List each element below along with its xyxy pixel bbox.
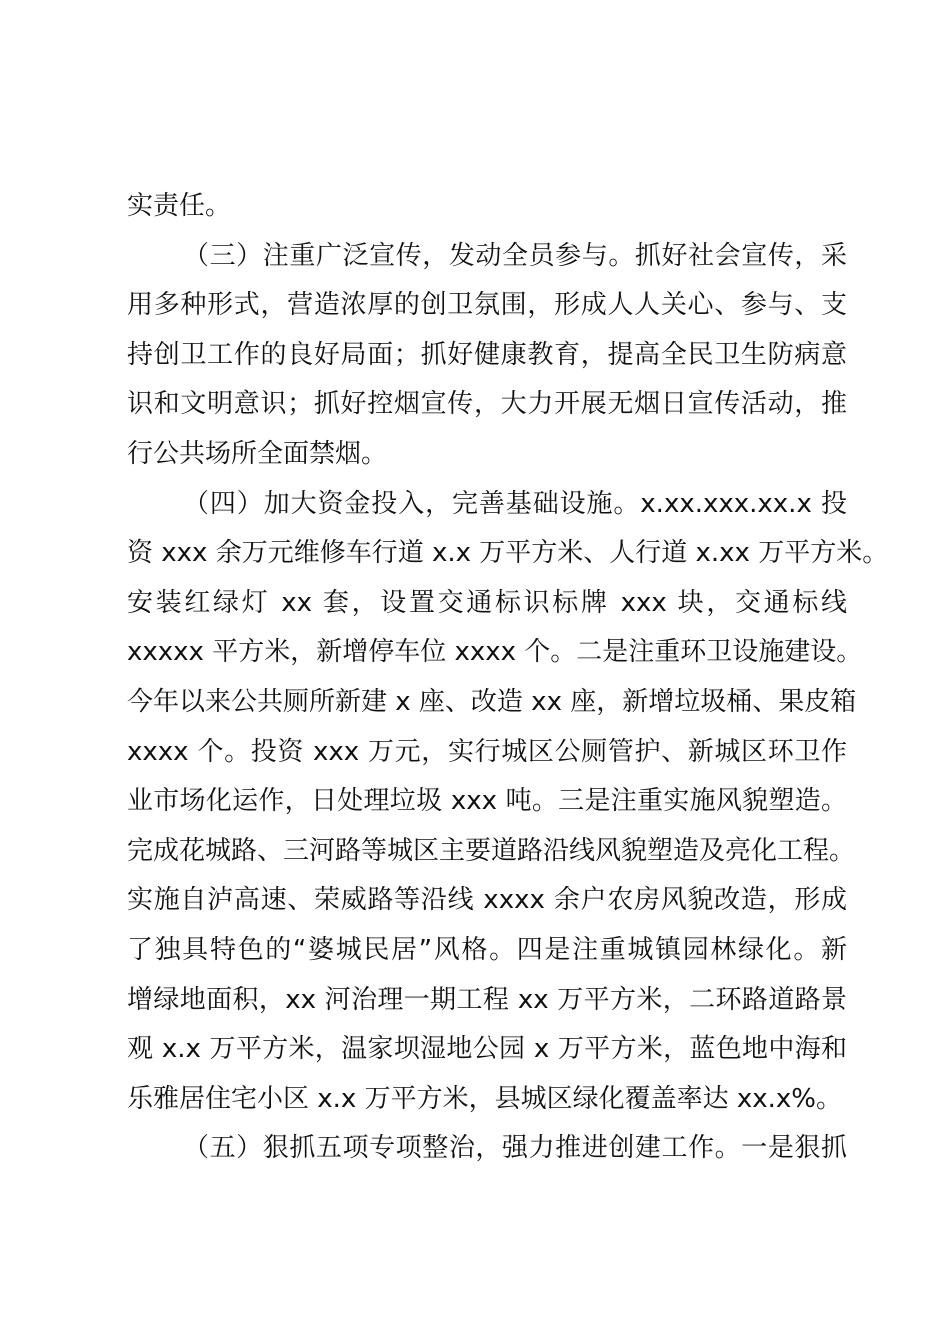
paragraph-line: 识和文明意识；抓好控烟宣传，大力开展无烟日宣传活动，推 [127,389,847,420]
paragraph-line: 完成花城路、三河路等城区主要道路沿线风貌塑造及亮化工程。 [127,835,856,866]
paragraph-line: 安装红绿灯 xx 套，设置交通标识标牌 xxx 块，交通标线 [127,587,847,618]
paragraph-line: （五）狠抓五项专项整治，强力推进创建工作。一是狠抓 [183,1133,847,1164]
paragraph-line: 用多种形式，营造浓厚的创卫氛围，形成人人关心、参与、支 [127,290,847,321]
document-body [127,182,889,1174]
paragraph-line: （四）加大资金投入，完善基础设施。x.xx.xxx.xx.x 投 [183,488,847,519]
paragraph-line: （三）注重广泛宣传，发动全员参与。抓好社会宣传，采 [183,240,847,271]
paragraph-line: 乐雅居住宅小区 x.x 万平方米，县城区绿化覆盖率达 xx.x%。 [127,1083,842,1114]
paragraph-line: 了独具特色的“婆城民居”风格。四是注重城镇园林绿化。新 [127,934,847,965]
paragraph-line: xxxxx 平方米，新增停车位 xxxx 个。二是注重环卫设施建设。 [127,637,863,668]
paragraph-line: xxxx 个。投资 xxx 万元，实行城区公厕管护、新城区环卫作 [127,736,847,767]
paragraph-line: 行公共场所全面禁烟。 [127,438,388,469]
paragraph-line: 实施自泸高速、荣威路等沿线 xxxx 余户农房风貌改造，形成 [127,885,847,916]
paragraph-line: 实责任。 [127,191,232,221]
paragraph-line: 今年以来公共厕所新建 x 座、改造 xx 座，新增垃圾桶、果皮箱 [127,686,857,717]
paragraph-line: 资 xxx 余万元维修车行道 x.x 万平方米、人行道 x.xx 万平方米。 [127,538,889,569]
paragraph-line: 持创卫工作的良好局面；抓好健康教育，提高全民卫生防病意 [127,339,847,370]
paragraph-line: 业市场化运作，日处理垃圾 xxx 吨。三是注重实施风貌塑造。 [127,786,847,817]
paragraph-line: 观 x.x 万平方米，温家坝湿地公园 x 万平方米，蓝色地中海和 [127,1034,847,1065]
paragraph-line: 增绿地面积，xx 河治理一期工程 xx 万平方米，二环路道路景 [127,984,847,1015]
